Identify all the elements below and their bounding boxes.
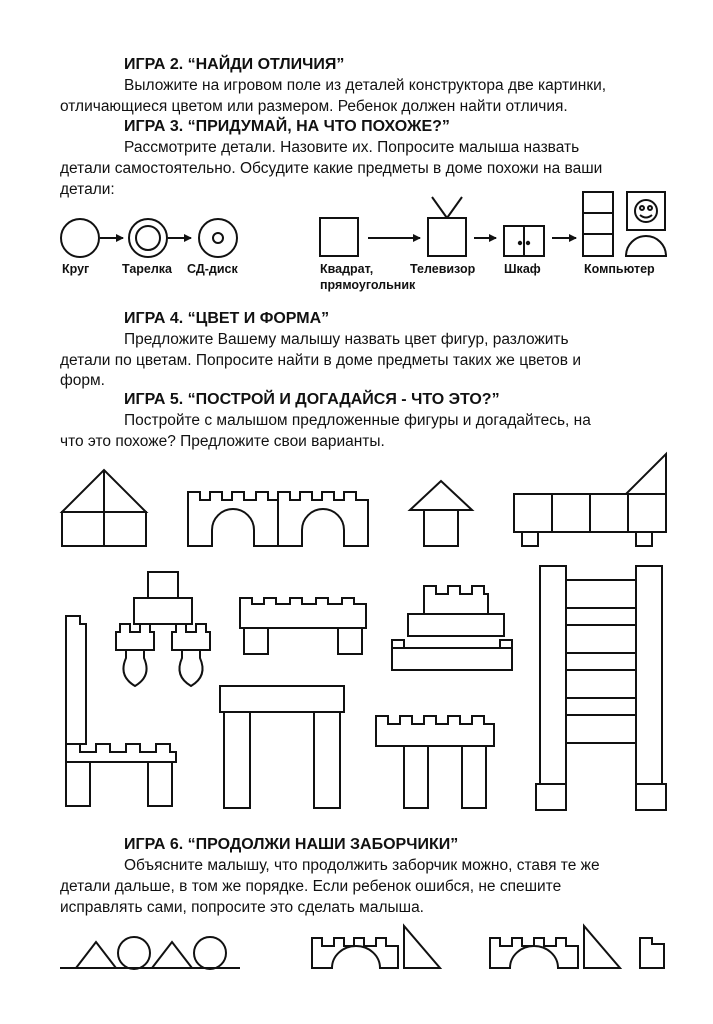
fence-1	[60, 937, 240, 969]
plate-tarelka	[129, 219, 167, 257]
figure-table-low	[376, 716, 494, 808]
cd-disk	[199, 219, 237, 257]
label-shkaf: Шкаф	[504, 262, 541, 276]
game2-text-line1: Выложите на игровом поле из деталей конструктора две картинки,	[124, 77, 607, 94]
game4-text-line1: Предложите Вашему малышу назвать цвет фигур, разложить	[124, 331, 569, 348]
game3-title: ИГРА 3. “ПРИДУМАЙ, НА ЧТО ПОХОЖЕ?”	[124, 118, 450, 135]
figure-chair	[66, 616, 176, 806]
square-kvadrat	[320, 218, 358, 256]
figure-cake	[392, 586, 512, 670]
game5-text-line1: Постройте с малышом предложенные фигуры и догадайтесь, на	[124, 412, 591, 429]
label-pc: Компьютер	[584, 262, 655, 276]
game3-text-line2: детали самостоятельно. Обсудите какие предметы в доме похожи на ваши	[60, 160, 603, 177]
game6-text-line3: исправлять сами, попросите это сделать малыша.	[60, 899, 424, 916]
computer-icon	[626, 192, 666, 256]
game4-title: ИГРА 4. “ЦВЕТ И ФОРМА”	[124, 310, 330, 327]
game6-text-line1: Объясните малышу, что продолжить заборчик можно, ставя те же	[124, 857, 600, 874]
stack-icon	[583, 192, 613, 256]
game4-text-line2: детали по цветам. Попросите найти в доме предметы таких же цветов и	[60, 352, 581, 369]
game5-text-line2: что это похоже? Предложите свои варианты.	[60, 433, 385, 450]
game6-text-line2: детали дальше, в том же порядке. Если ребенок ошибся, не спешите	[60, 878, 562, 895]
game6-title: ИГРА 6. “ПРОДОЛЖИ НАШИ ЗАБОРЧИКИ”	[124, 836, 459, 853]
label-kvadrat: Квадрат,	[320, 262, 374, 276]
label-cd: СД-диск	[187, 262, 238, 276]
tv-icon	[428, 197, 466, 256]
game3-text-line1: Рассмотрите детали. Назовите их. Попросите малыша назвать	[124, 139, 580, 156]
label-krug: Круг	[62, 262, 90, 276]
figure-lamp	[116, 572, 210, 686]
label-tarelka: Тарелка	[122, 262, 173, 276]
wardrobe-icon	[504, 226, 544, 256]
game3-text-line3: детали:	[60, 181, 115, 198]
figure-ladder	[536, 566, 666, 810]
game2-text-line2: отличающиеся цветом или размером. Ребенок должен найти отличия.	[60, 98, 568, 115]
figure-table-top	[240, 598, 366, 654]
figure-bridge-double	[188, 492, 368, 546]
label-tv: Телевизор	[410, 262, 476, 276]
figure-small-house	[410, 481, 472, 546]
figure-sofa	[514, 454, 666, 546]
game4-text-line3: форм.	[60, 372, 105, 389]
label-pryamougolnik: прямоугольник	[320, 278, 416, 292]
figure-house	[62, 470, 146, 546]
figure-arch	[220, 686, 344, 808]
game2-title: ИГРА 2. “НАЙДИ ОТЛИЧИЯ”	[124, 56, 345, 73]
fence-2	[312, 926, 664, 968]
circle-krug	[61, 219, 99, 257]
game5-title: ИГРА 5. “ПОСТРОЙ И ДОГАДАЙСЯ - ЧТО ЭТО?”	[124, 391, 500, 408]
